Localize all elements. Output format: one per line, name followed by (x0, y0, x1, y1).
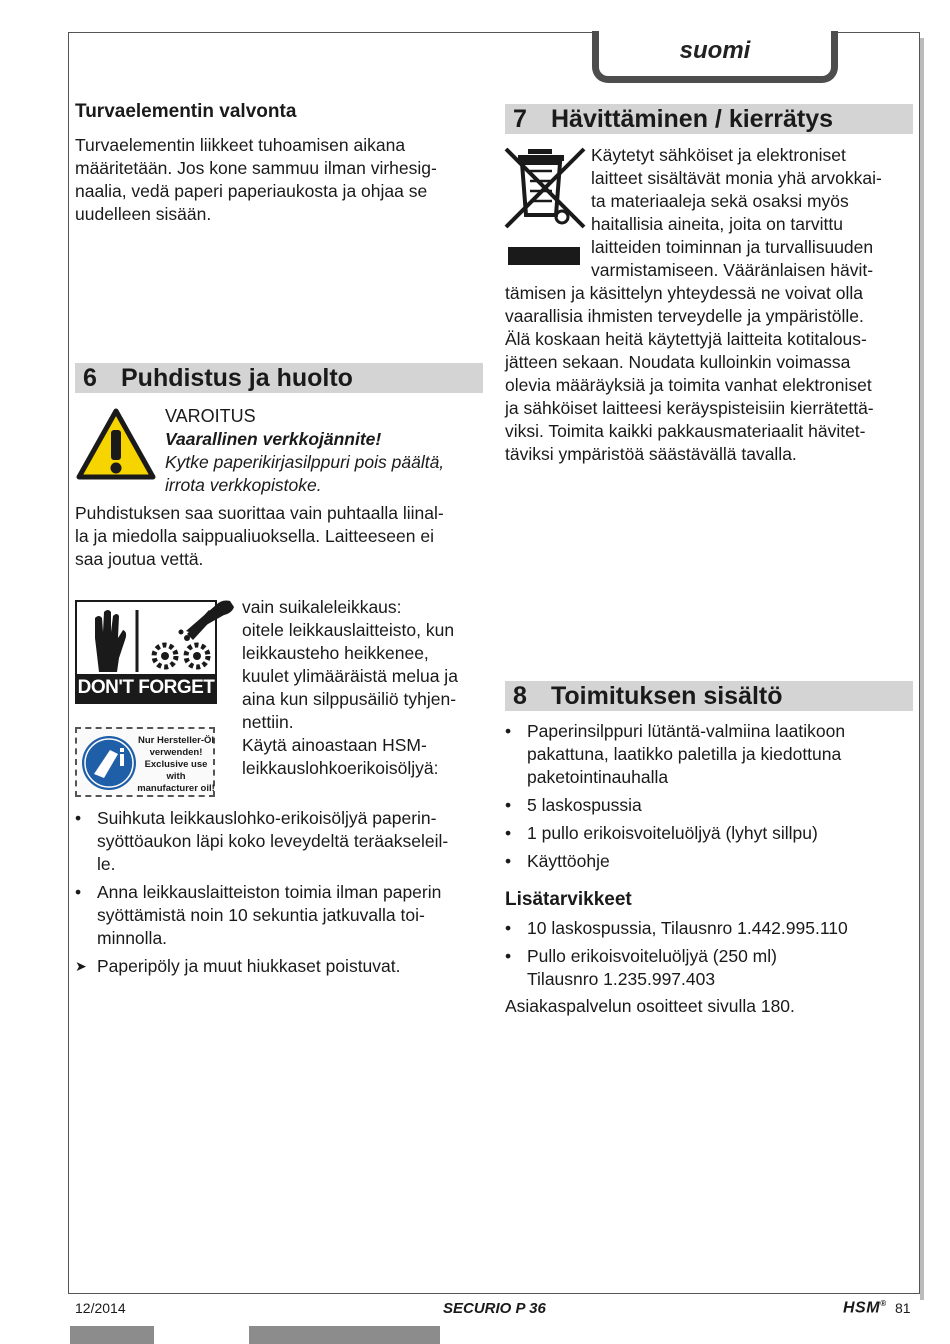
list-item (75, 807, 495, 876)
text-line: ja sähköiset laitteesi keräyspisteisiin kierrätettä- (505, 398, 874, 418)
section-title: Toimituksen sisältö (551, 682, 783, 710)
section-number: 7 (513, 105, 527, 133)
text-line: saa joutua vettä. (75, 549, 204, 569)
text-line: vain suikaleleikkaus: (242, 597, 402, 617)
cleaning-text (75, 502, 444, 571)
text-line: määritetään. Jos kone sammuu ilman virhesig- (75, 158, 437, 178)
section-number: 8 (513, 682, 527, 710)
bullet: • (75, 882, 82, 902)
oil-can-nozzle-icon (184, 597, 236, 633)
text-line: nettiin. (242, 712, 294, 732)
accessories-heading: Lisätarvikkeet (505, 889, 632, 910)
weee-bin-icon (504, 145, 588, 269)
text-line: viksi. Toimita kaikki pakkausmateriaalit hävitet- (505, 421, 866, 441)
list-item (505, 720, 915, 789)
list-item (505, 794, 915, 817)
list-item (75, 955, 495, 978)
bullet: • (75, 808, 82, 828)
frame-shadow (920, 38, 924, 1300)
text-line: kuulet ylimääräistä melua ja (242, 666, 458, 686)
bullet: • (505, 918, 512, 938)
brand-logo (843, 1299, 886, 1317)
text-line: täviksi ympäristöä säästävällä tavalla. (505, 444, 797, 464)
section-8-header (505, 681, 913, 711)
trademark: ® (880, 1299, 887, 1308)
brand-name: HSM (843, 1299, 881, 1317)
bullet: • (505, 851, 512, 871)
section-6-header (75, 363, 483, 393)
list-item (505, 917, 915, 940)
footer-date: 12/2014 (75, 1300, 126, 1316)
bullet: • (505, 795, 512, 815)
text-line: Turvaelementin liikkeet tuhoamisen aikana (75, 135, 406, 155)
print-bar (70, 1326, 154, 1344)
text-line: uudelleen sisään. (75, 204, 212, 224)
item-line: 10 laskospussia, Tilausnro 1.442.995.110 (527, 918, 848, 938)
language-label: suomi (679, 36, 751, 64)
list-item (505, 945, 915, 991)
item-line: Käyttöohje (527, 851, 610, 871)
list-item (505, 850, 915, 873)
warning-block (165, 405, 444, 497)
warning-line: irrota verkkopistoke. (165, 475, 322, 495)
sticker-line: Exclusive use with (144, 759, 208, 782)
language-tab (592, 31, 838, 83)
result-arrow-icon: ➤ (75, 958, 87, 974)
sticker-line: manufacturer oil! (137, 783, 215, 794)
item-line: le. (97, 854, 116, 874)
bullet: • (505, 721, 512, 741)
text-line: olevia määräyksiä ja toimita vanhat elektroniset (505, 375, 872, 395)
text-line: vaarallisia ihmisten terveydelle ja ympäristölle. (505, 306, 864, 326)
safety-text (75, 134, 437, 226)
text-line: Käytetyt sähköiset ja elektroniset (591, 145, 846, 165)
bullet: • (505, 946, 512, 966)
warning-triangle-icon (76, 408, 156, 480)
text-line: haitallisia aineita, joita on tarvittu (591, 214, 843, 234)
text-line: laitteet sisältävät monia yhä arvokkai- (591, 168, 882, 188)
item-line: minnolla. (97, 928, 168, 948)
sticker-line: Nur Hersteller-Öl (137, 735, 215, 746)
item-line: syöttämistä noin 10 sekuntia jatkuvalla toi- (97, 905, 425, 925)
item-line: Pullo erikoisvoiteluöljyä (250 ml) (527, 946, 777, 966)
warning-label: VAROITUS (165, 406, 256, 426)
section-7-header (505, 104, 913, 134)
item-line: 5 laskospussia (527, 795, 642, 815)
footer-product: SECURIO P 36 (443, 1300, 546, 1317)
oil-sticker (75, 727, 215, 797)
text-line: Käytä ainoastaan HSM- (242, 735, 427, 755)
item-line: Anna leikkauslaitteiston toimia ilman paperin (97, 882, 442, 902)
text-line: tämisen ja käsittelyn yhteydessä ne voivat olla (505, 283, 863, 303)
text-line: la ja miedolla saippualiuoksella. Laitteeseen ei (75, 526, 434, 546)
oil-sticker-text (137, 735, 215, 795)
text-line: varmistamiseen. Vääränlaisen hävit- (591, 260, 874, 280)
section-title: Hävittäminen / kierrätys (551, 105, 834, 133)
item-line: 1 pullo erikoisvoiteluöljyä (lyhyt sillpu) (527, 823, 818, 843)
disposal-text (505, 282, 874, 466)
item-line: Paperipöly ja muut hiukkaset poistuvat. (97, 956, 401, 976)
item-line: Paperinsilppuri lütäntä-valmiina laatikoon (527, 721, 846, 741)
print-bar (249, 1326, 440, 1344)
text-line: Älä koskaan heitä käytettyjä laitteita kotitalous- (505, 329, 867, 349)
item-line: Suihkuta leikkauslohko-erikoisöljyä paperin- (97, 808, 437, 828)
text-line: laitteiden toiminnan ja turvallisuuden (591, 237, 874, 257)
item-line: syöttöaukon läpi koko leveydeltä teräakseleil- (97, 831, 449, 851)
section-title: Puhdistus ja huolto (121, 364, 353, 392)
text-line: ta materiaaleja sekä osaksi myös (591, 191, 849, 211)
accessories-list (505, 917, 915, 996)
contents-list (505, 720, 915, 878)
list-item (505, 822, 915, 845)
oil-text (242, 596, 458, 780)
bullet: • (505, 823, 512, 843)
text-line: leikkauslohkoerikoisöljyä: (242, 758, 439, 778)
item-line: pakattuna, laatikko paletilla ja kiedottuna (527, 744, 842, 764)
safety-heading: Turvaelementin valvonta (75, 101, 297, 122)
dont-forget-label: DON'T FORGET (77, 674, 215, 702)
section-number: 6 (83, 364, 97, 392)
disposal-text-indented (591, 144, 882, 282)
text-line: jätteen sekaan. Noudata kulloinkin voimassa (505, 352, 851, 372)
item-line: paketointinauhalla (527, 767, 669, 787)
sticker-line: verwenden! (149, 747, 203, 758)
text-line: Puhdistuksen saa suorittaa vain puhtaalla liinal- (75, 503, 444, 523)
text-line: naalia, vedä paperi paperiaukosta ja ohjaa se (75, 181, 428, 201)
oil-steps-list (75, 807, 495, 983)
page-number: 81 (895, 1300, 911, 1316)
warning-line: Kytke paperikirjasilppuri pois päältä, (165, 452, 445, 472)
list-item (75, 881, 495, 950)
text-line: aina kun silppusäiliö tyhjen- (242, 689, 457, 709)
service-text: Asiakaspalvelun osoitteet sivulla 180. (505, 996, 795, 1016)
item-line: Tilausnro 1.235.997.403 (527, 969, 716, 989)
text-line: leikkausteho heikkenee, (242, 643, 429, 663)
warning-subtitle: Vaarallinen verkkojännite! (165, 429, 382, 449)
text-line: oitele leikkauslaitteisto, kun (242, 620, 455, 640)
oil-bottle-info-icon (80, 734, 138, 792)
